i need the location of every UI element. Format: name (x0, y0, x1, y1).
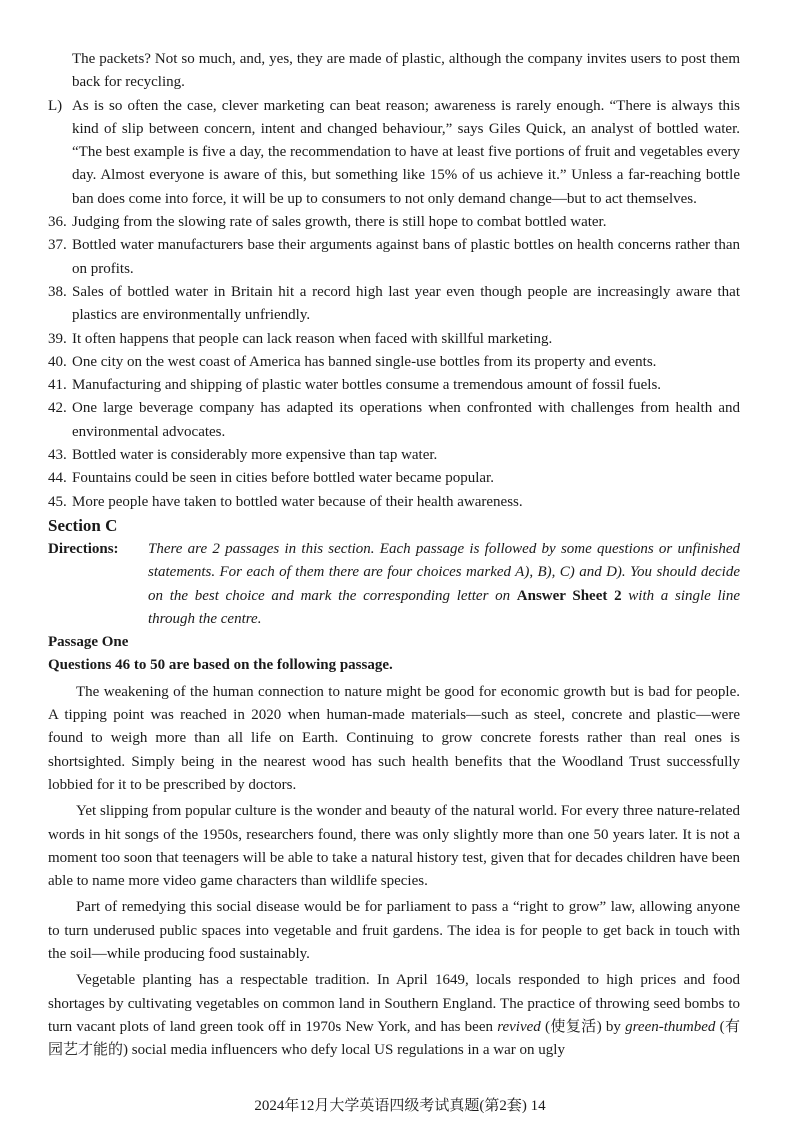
question-number: 38. (48, 283, 67, 300)
question-number: 41. (48, 377, 67, 394)
question-text: One large beverage company has adapted its operations when confronted with challenges from health and environmental advocates. (72, 400, 740, 440)
directions-answer-sheet: Answer Sheet 2 (516, 587, 622, 604)
question-item (48, 351, 740, 374)
question-number: 45. (48, 493, 67, 510)
paragraph-text-b: by (605, 1018, 626, 1035)
passage-paragraph-last (48, 969, 740, 1062)
question-item (48, 467, 740, 490)
question-number: 44. (48, 470, 67, 487)
question-text: Judging from the slowing rate of sales growth, there is still hope to combat bottled water. (72, 214, 607, 231)
directions-text (148, 538, 740, 631)
question-item (48, 328, 740, 351)
passage-paragraph: Part of remedying this social disease would be for parliament to pass a “right to grow” law, allowing anyone to turn underused public spaces into vegetable and fruit gardens. The idea is for people to get back in touch with the soil—while producing food sustainably. (48, 899, 740, 962)
passage-title: Passage One (48, 634, 129, 651)
word-revived: revived (497, 1018, 541, 1035)
question-text: Sales of bottled water in Britain hit a record high last year even though people are increasingly aware that plastics are environmentally unfriendly. (72, 283, 740, 324)
gloss-revived: (使复活) (540, 1018, 606, 1035)
question-number: 36. (48, 214, 67, 231)
question-text: Bottled water is considerably more expensive than tap water. (72, 447, 438, 464)
questions-heading: Questions 46 to 50 are based on the following passage. (48, 657, 393, 674)
question-item (48, 281, 740, 328)
page-content (48, 48, 740, 1062)
question-text: One city on the west coast of America has banned single-use bottles from its property and events. (72, 353, 657, 370)
question-item (48, 491, 740, 514)
question-text: More people have taken to bottled water because of their health awareness. (72, 493, 523, 510)
question-number: 40. (48, 353, 67, 370)
question-number: 42. (48, 400, 67, 417)
paragraph-l-mark: L) (48, 97, 63, 114)
question-number: 43. (48, 447, 67, 464)
question-item (48, 211, 740, 234)
question-number: 37. (48, 237, 67, 254)
directions-part-1: There are 2 passages in this section. Each passage is followed by some questions or unfinished statements. For each of them there are four choices marked A), B), C) and D). You should decide on the best choice and mark the corresponding letter on (148, 540, 740, 604)
question-text: Manufacturing and shipping of plastic water bottles consume a tremendous amount of fossil fuels. (72, 377, 662, 394)
word-green-thumbed: green-thumbed (625, 1018, 716, 1035)
question-item (48, 397, 740, 444)
passage-paragraph: The weakening of the human connection to nature might be good for economic growth but is bad for people. A tipping point was reached in 2020 when human-made materials—such as steel, concrete and plastic—were found to weigh more than all life on Earth. Continuing to grow concrete forests rather than real ones is shortsighted. Simply being in the nearest wood has such health benefits that the Woodland Trust successfully lobbied for it to be prescribed by doctors. (48, 683, 740, 793)
question-item (48, 374, 740, 397)
question-list (48, 211, 740, 514)
gloss-green-thumbed: (有园艺才能的) (48, 1018, 741, 1059)
question-item (48, 444, 740, 467)
directions-label: Directions: (48, 540, 119, 557)
paragraph-l (48, 95, 740, 211)
question-text: Bottled water manufacturers base their arguments against bans of plastic bottles on health concerns rather than on profits. (72, 237, 740, 277)
question-text: Fountains could be seen in cities before bottled water became popular. (72, 470, 494, 487)
paragraph-l-text: As is so often the case, clever marketing can beat reason; awareness is rarely enough. “There is always this kind of slip between concern, intent and changed behaviour,” says Giles Quick, an analyst of bottled water. “The best example is five a day, the recommendation to have at least five portions of fruit and vegetables every day. Almost everyone is aware of this, but something like 15% of us achieve it.” Unless a far-reaching bottle ban does come into force, it will be up to consumers to not only demand change—but to act themselves. (72, 97, 740, 207)
section-c-title: Section C (48, 515, 118, 535)
question-item (48, 234, 740, 281)
passage-paragraph: Yet slipping from popular culture is the wonder and beauty of the natural world. For every three nature-related words in hit songs of the 1950s, researchers found, there was only slightly more than one 50 years later. It is not a moment too soon that teenagers will be able to take a natural history test, given that for decades children have been able to name more video game characters than wildlife species. (48, 803, 740, 890)
page-footer: 2024年12月大学英语四级考试真题(第2套) 14 (254, 1098, 546, 1114)
question-number: 39. (48, 330, 67, 347)
intro-continuation: The packets? Not so much, and, yes, they are made of plastic, although the company invites users to post them back for recycling. (72, 51, 740, 91)
directions-part-2: with a single line through the centre. (148, 587, 741, 627)
directions (48, 538, 740, 631)
paragraph-text-a: Vegetable planting has a respectable tradition. In April 1649, locals responded to high prices and food shortages by cultivating vegetables on common land in Southern England. The practice of throwing seed bombs to turn vacant plots of land green took off in 1970s New York, and has been (48, 972, 740, 1035)
paragraph-text-c: social media influencers who defy local US regulations in a war on ugly (131, 1042, 565, 1059)
question-text: It often happens that people can lack reason when faced with skillful marketing. (72, 330, 553, 347)
